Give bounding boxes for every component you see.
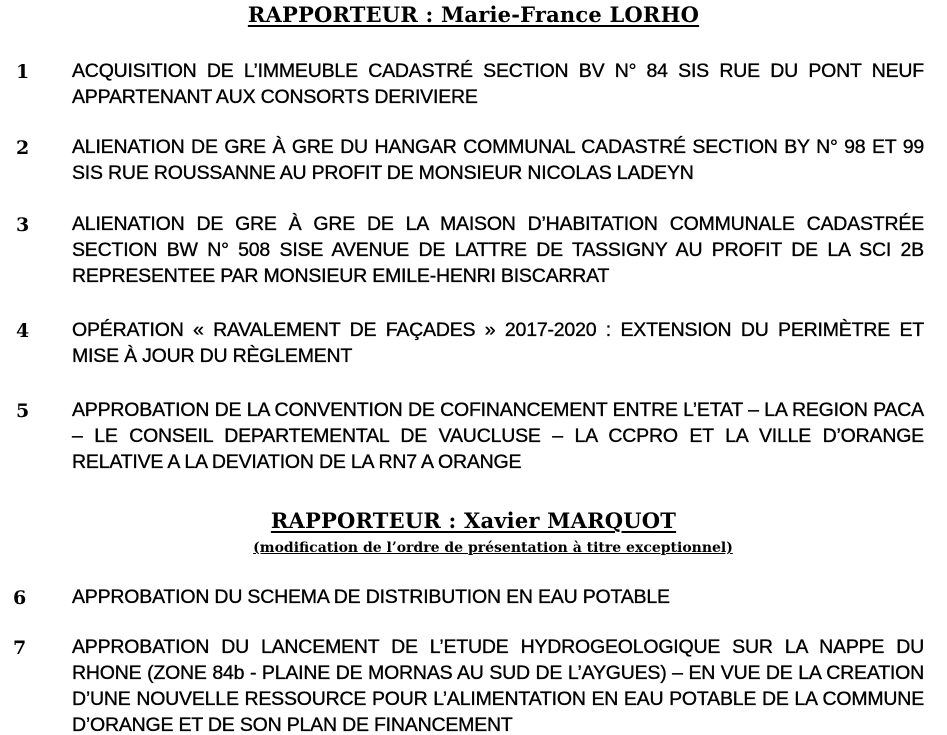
- rapporteur-note: (modification de l’ordre de présentation à titre exceptionnel): [253, 540, 733, 556]
- item-text: ACQUISITION DE L’IMMEUBLE CADASTRÉ SECTION BV N° 84 SIS RUE DU PONT NEUF APPARTENANT AUX CONSORTS DERIVIERE: [72, 60, 924, 108]
- item-text: APPROBATION DU SCHEMA DE DISTRIBUTION EN EAU POTABLE: [72, 586, 670, 608]
- rapporteur-heading-1: RAPPORTEUR : Marie-France LORHO: [247, 2, 700, 27]
- item-text: APPROBATION DU LANCEMENT DE L’ETUDE HYDROGEOLOGIQUE SUR LA NAPPE DU RHONE (ZONE 84b - PLAINE DE MORNAS AU SUD DE L’AYGUES) – EN VUE DE LA CREATION D’UNE NOUVELLE RESSOURCE POUR L’ALIMENTATION EN EAU POTABLE DE LA COMMUNE D’ORANGE ET DE SON PLAN DE FINANCEMENT: [72, 636, 924, 735]
- item-number: 5: [16, 400, 30, 422]
- item-number: 7: [13, 637, 27, 659]
- item-number: 2: [16, 137, 30, 159]
- item-number: 4: [16, 320, 30, 342]
- rapporteur-heading-2: RAPPORTEUR : Xavier MARQUOT: [270, 508, 677, 533]
- item-number: 1: [16, 61, 30, 83]
- item-number: 3: [16, 214, 30, 236]
- item-text: ALIENATION DE GRE À GRE DE LA MAISON D’HABITATION COMMUNALE CADASTRÉE SECTION BW N° 508 SISE AVENUE DE LATTRE DE TASSIGNY AU PROFIT DE LA SCI 2B REPRESENTEE PAR MONSIEUR EMILE-HENRI BISCARRAT: [72, 213, 924, 287]
- item-text: OPÉRATION « RAVALEMENT DE FAÇADES » 2017-2020 : EXTENSION DU PERIMÈTRE ET MISE À JOUR DU RÈGLEMENT: [72, 319, 924, 367]
- item-text: APPROBATION DE LA CONVENTION DE COFINANCEMENT ENTRE L’ETAT – LA REGION PACA – LE CONSEIL DEPARTEMENTAL DE VAUCLUSE – LA CCPRO ET LA VILLE D’ORANGE RELATIVE A LA DEVIATION DE LA RN7 A ORANGE: [72, 399, 924, 473]
- item-number: 6: [13, 587, 27, 609]
- item-text: ALIENATION DE GRE À GRE DU HANGAR COMMUNAL CADASTRÉ SECTION BY N° 98 ET 99 SIS RUE ROUSSANNE AU PROFIT DE MONSIEUR NICOLAS LADEYN: [72, 136, 924, 184]
